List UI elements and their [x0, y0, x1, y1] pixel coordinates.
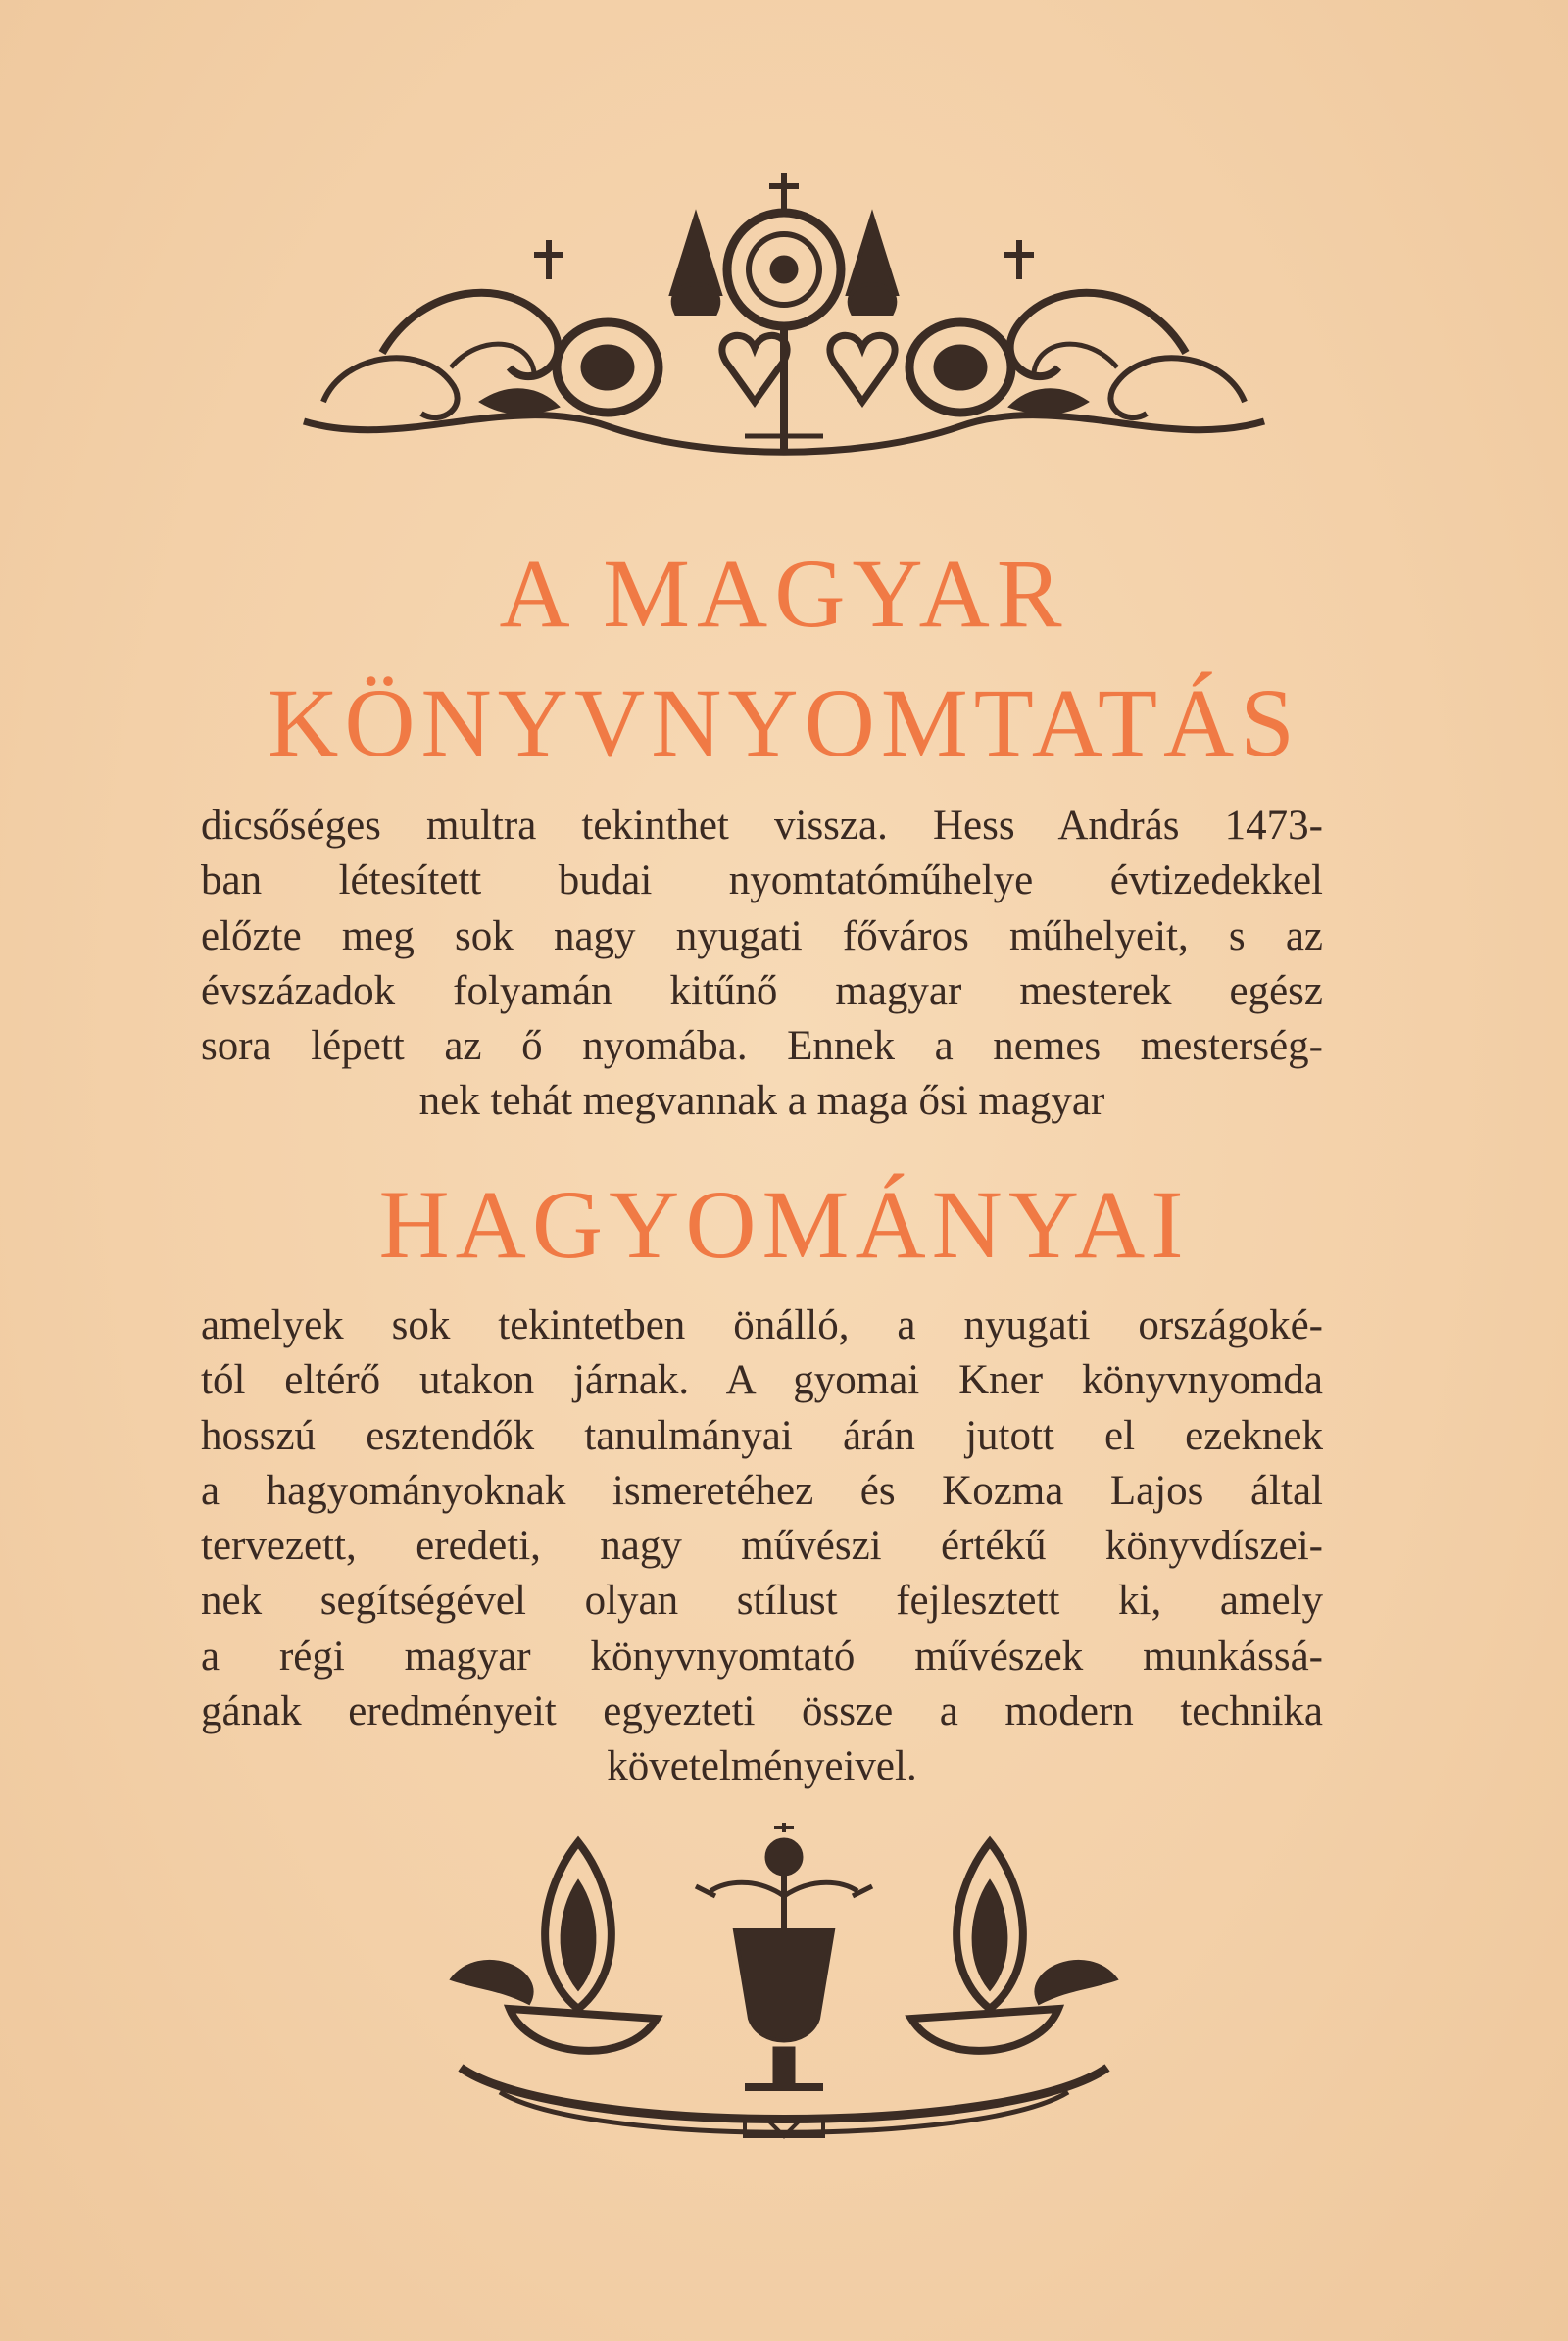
paragraph-2-line: tervezett, eredeti, nagy művészi értékű könyvdíszei-	[201, 1523, 1323, 1570]
top-ornament	[0, 157, 1568, 480]
paragraph-2	[201, 1298, 1323, 1795]
folk-floral-ornament-icon	[284, 157, 1284, 480]
paragraph-1-line: előzte meg sok nagy nyugati főváros műhelyeit, s az	[201, 912, 1323, 959]
paragraph-1-line: évszázadok folyamán kitűnő magyar mesterek egész	[201, 967, 1323, 1014]
paragraph-2-line: hosszú esztendők tanulmányai árán jutott el ezeknek	[201, 1412, 1323, 1459]
title-hagyomanyai: HAGYOMÁNYAI	[378, 1170, 1190, 1279]
paragraph-2-line: követelményeivel.	[607, 1743, 917, 1790]
paragraph-2-line: gának eredményeit egyezteti össze a modern technika	[201, 1688, 1323, 1735]
bottom-ornament	[0, 1823, 1568, 2146]
paragraph-1	[201, 799, 1323, 1130]
paragraph-2-line: nek segítségével olyan stílust fejlesztett ki, amely	[201, 1578, 1323, 1625]
paragraph-2-line: tól eltérő utakon járnak. A gyomai Kner könyvnyomda	[201, 1357, 1323, 1404]
paragraph-1-line: nek tehát megvannak a maga ősi magyar	[418, 1078, 1105, 1125]
paragraph-2-line: a hagyományoknak ismeretéhez és Kozma Lajos által	[201, 1467, 1323, 1514]
title-line-2: KÖNYVNYOMTATÁS	[268, 668, 1300, 777]
paragraph-2-line: amelyek sok tekintetben önálló, a nyugati országoké-	[201, 1302, 1323, 1348]
paragraph-1-line: sora lépett az ő nyomába. Ennek a nemes mesterség-	[201, 1023, 1323, 1070]
paragraph-1-line: dicsőséges multra tekinthet vissza. Hess András 1473-	[201, 803, 1323, 849]
folk-vase-ornament-icon	[441, 1823, 1127, 2146]
title-line-1: A MAGYAR	[499, 539, 1069, 648]
paragraph-1-line: ban létesített budai nyomtatóműhelye évtizedekkel	[201, 857, 1323, 904]
paragraph-2-line: a régi magyar könyvnyomtató művészek munkássá-	[201, 1633, 1323, 1680]
